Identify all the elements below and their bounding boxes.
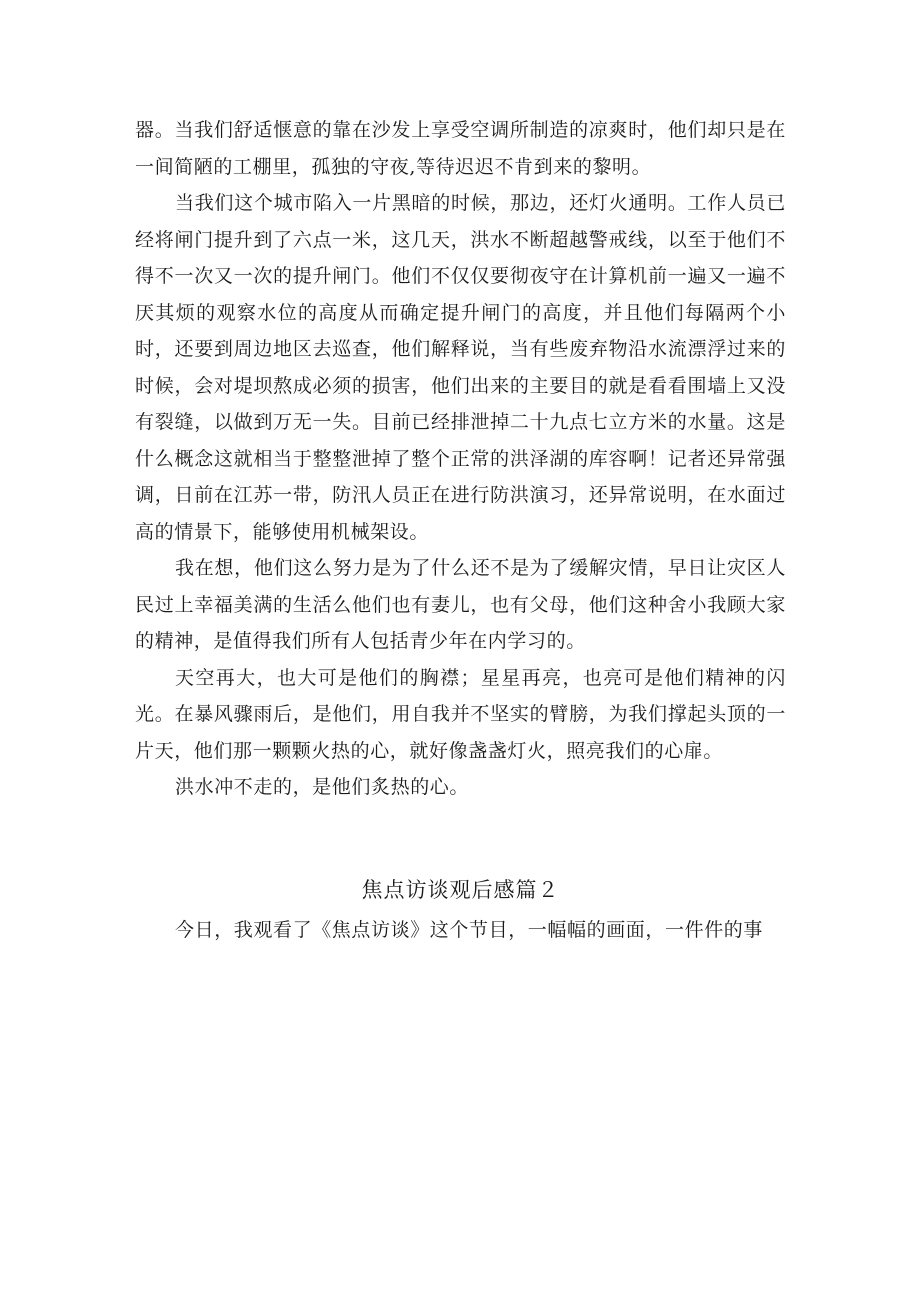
section-first-paragraph: 今日，我观看了《焦点访谈》这个节目，一幅幅的画面，一件件的事 <box>175 918 764 941</box>
paragraph-conclusion: 洪水冲不走的，是他们炙热的心。 <box>175 776 470 798</box>
paragraph-continued: 器。当我们舒适惬意的靠在沙发上享受空调所制造的凉爽时，他们却只是在一间简陋的工棚里，孤独的守夜,等待迟迟不肯到来的黎明。 <box>135 119 786 178</box>
paragraph-floodgate: 当我们这个城市陷入一片黑暗的时候，那边，还灯火通明。工作人员已经将闸门提升到了六点一米，这几天，洪水不断超越警戒线，以至于他们不得不一次又一次的提升闸门。他们不仅仅要彻夜守在计算机前一遍又一遍不厌其烦的观察水位的高度从而确定提升闸门的高度，并且他们每隔两个小时，还要到周边地区去巡查，他们解释说，当有些废弃物沿水流漂浮过来的时候，会对堤坝熬成必须的损害，他们出来的主要目的就是看看围墙上又没有裂缝，以做到万无一失。目前已经排泄掉二十九点七立方米的水量。这是什么概念这就相当于整整泄掉了整个正常的洪泽湖的库容啊！记者还异常强调，日前在江苏一带，防汛人员正在进行防洪演习，还异常说明，在水面过高的情景下，能够使用机械架设。 <box>135 192 786 543</box>
section-title: 焦点访谈观后感篇２ <box>361 877 560 902</box>
document-page <box>135 112 786 948</box>
paragraph-sky: 天空再大，也大可是他们的胸襟；星星再亮，也亮可是他们精神的闪光。在暴风骤雨后，是他们，用自我并不坚实的臂膀，为我们撑起头顶的一片天，他们那一颗颗火热的心，就好像盏盏灯火，照亮我们的心扉。 <box>135 666 786 762</box>
paragraph-reflection: 我在想，他们这么努力是为了什么还不是为了缓解灾情，早日让灾区人民过上幸福美满的生活么他们也有妻儿，也有父母，他们这种舍小我顾大家的精神，是值得我们所有人包括青少年在内学习的。 <box>135 557 786 652</box>
